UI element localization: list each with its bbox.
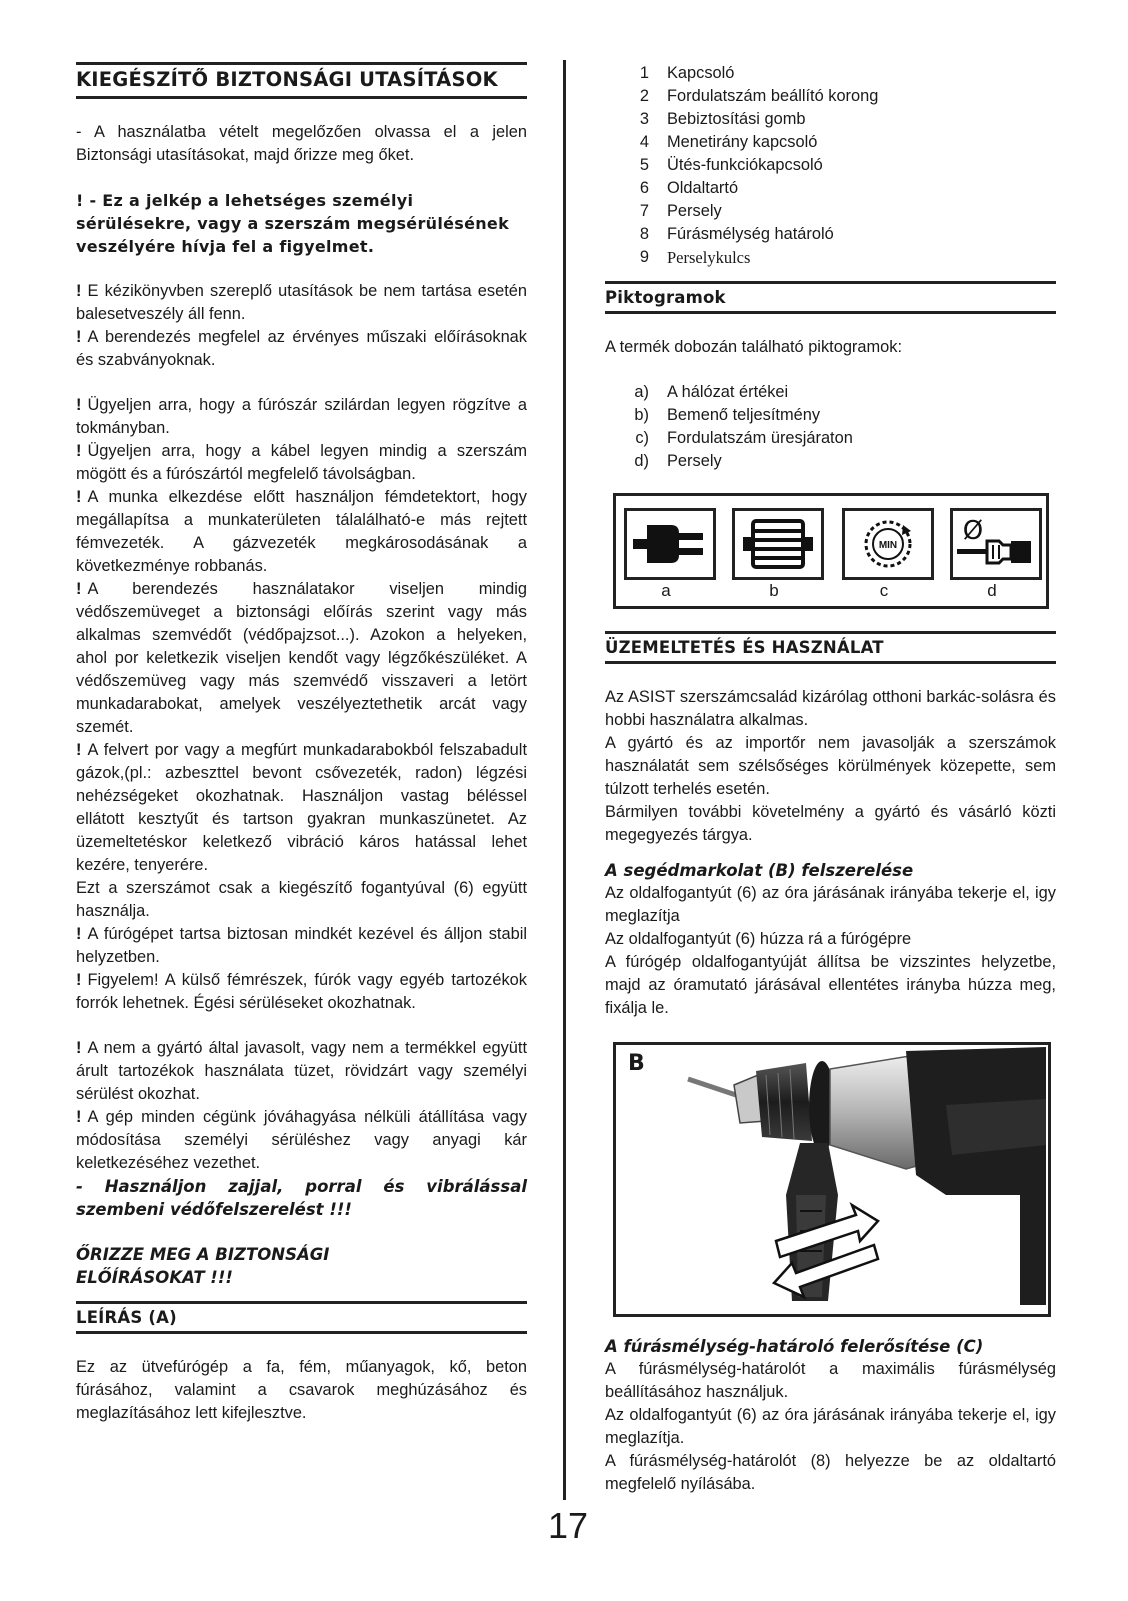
list-item: 9 Perselykulcs [639,248,751,267]
list-item: b) Bemenő teljesítmény [634,406,821,424]
keep-rules-text: ŐRIZZE MEG A BIZTONSÁGI ELŐÍRÁSOKAT !!! [76,1245,330,1287]
safety-item: ! A felvert por vagy a megfúrt munkadarabokból felszabadult gázok,(pl.: azbeszttel bevont csővezeték, radon) légzési nehézségeket okozhatnak. Használjon vastag béléssel ellátott kesztyűt és tartson gyakran munkaszünetet. Az üzemeltetéskor keletkező vibráció káros hatással lehet kezére, tenyerére. [76,741,527,874]
safety-item: ! A gép minden cégünk jóváhagyása nélküli átállítása vagy módosítása személyi sérüléshez vagy anyagi kár keletkezéséhez vezethet. [76,1108,527,1172]
aux-handle-text: Az oldalfogantyút (6) húzza rá a fúrógépre [605,930,912,948]
safety-list-a [76,280,527,372]
pictogram-letter: d [987,581,997,600]
pictograms-heading: Piktogramok [605,281,1056,314]
safety-item: ! A nem a gyártó által javasolt, vagy nem a termékkel együtt árult tartozékok használata tüzet, rövidzárt vagy személyi sérülést okozhat. [76,1039,527,1103]
aux-handle-text: Az oldalfogantyút (6) az óra járásának irányába tekerje el, igy meglazítja [605,884,1056,925]
plug-icon [624,508,716,580]
operation-text: A gyártó és az importőr nem javasolják a szerszámok használatát sem szélsőséges körülmények közepette, sem túlzott terhelés esetén. [605,734,1056,798]
protective-equipment-warning: - Használjon zajjal, porral és vibrálással szembeni védőfelszerelést !!! [76,1177,527,1219]
list-item: d) Persely [634,452,722,470]
operation-heading: ÜZEMELTETÉS ÉS HASZNÁLAT [605,631,1056,664]
list-item: 4 Menetirány kapcsoló [639,133,818,151]
right-column [605,62,1056,1496]
chuck-diameter-icon [950,508,1042,580]
list-item: 2 Fordulatszám beállító korong [639,87,879,105]
figure-b-drill-handle [613,1042,1051,1317]
list-item: 1 Kapcsoló [639,64,735,82]
safety-item: ! Ügyeljen arra, hogy a fúrószár szilárdan legyen rögzítve a tokmányban. [76,396,527,437]
description-text: Ez az ütvefúrógép a fa, fém, műanyagok, kő, beton fúrásához, valamint a csavarok meghúzásához és meglazításához lett kifejlesztve. [76,1358,527,1422]
figure-label: B [628,1051,645,1076]
list-item: c) Fordulatszám üresjáraton [635,429,853,447]
list-item: 6 Oldaltartó [639,179,739,197]
safety-list-d [76,1037,527,1175]
pictogram-letter: b [769,581,779,600]
pictogram-panel [613,493,1049,609]
safety-note: Ezt a szerszámot csak a kiegészítő fogantyúval (6) együtt használja. [76,879,527,920]
safety-item: ! A munka elkezdése előtt használjon fémdetektort, hogy megállapítsa a munkaterületen tálalálható-e más rejtett fémvezeték. A gázvezeték megkárosodásának a következménye robbanás. [76,488,527,575]
depth-stop-heading: A fúrásmélység-határoló felerősítése (C) [605,1337,984,1356]
depth-stop-text: Az oldalfogantyút (6) az óra járásának irányába tekerje el, igy meglazítja. [605,1406,1056,1447]
depth-stop-text: A fúrásmélység-határolót (8) helyezze be az oldaltartó megfelelő nyílásába. [605,1452,1056,1493]
list-item: a) A hálózat értékei [634,383,789,401]
parts-list [605,62,1056,269]
min-rotation-icon [842,508,934,580]
intro-text: - A használatba vételt megelőzően olvassa el a jelen Biztonsági utasításokat, majd őrizze meg őket. [76,123,527,164]
safety-item: ! A berendezés megfelel az érvényes műszaki előírásoknak és szabványoknak. [76,328,527,369]
safety-item: ! A fúrógépet tartsa biztosan mindkét kezével és álljon stabil helyzetben. [76,925,527,966]
page-number: 17 [547,1505,589,1546]
safety-item: ! Ügyeljen arra, hogy a kábel legyen mindig a szerszám mögött és a fúrószártól megfelelő távolságban. [76,442,527,483]
safety-list-b [76,394,527,1015]
list-item: 3 Bebiztosítási gomb [639,110,806,128]
pictogram-letter: c [879,581,889,600]
diameter-symbol: Ø [962,516,984,546]
safety-item: ! E kézikönyvben szereplő utasítások be nem tartása esetén balesetveszély áll fenn. [76,282,527,323]
drill-illustration [616,1045,1048,1314]
list-item: 8 Fúrásmélység határoló [639,225,834,243]
column-divider [563,60,566,1500]
depth-stop-text: A fúrásmélység-határolót a maximális fúrásmélység beállításához használjuk. [605,1360,1056,1401]
left-column [76,62,527,1425]
list-item: 7 Persely [639,202,722,220]
pictograms-intro: A termék dobozán található piktogramok: [605,338,903,356]
aux-handle-text: A fúrógép oldalfogantyúját állítsa be vizszintes helyzetbe, majd az óramutató járásával ellentétes irányba húzza meg, fixálja le. [605,953,1056,1017]
motor-icon [732,508,824,580]
warning-symbol-text: ! - Ez a jelkép a lehetséges személyi sérülésekre, vagy a szerszám megsérülésének veszélyére hívja fel a figyelmet. [76,191,510,256]
pictogram-letter: a [661,581,671,600]
min-label: MIN [878,540,898,551]
operation-text: Az ASIST szerszámcsalád kizárólag otthoni barkác-solásra és hobbi használatra alkalmas. [605,688,1056,729]
operation-text: Bármilyen további követelmény a gyártó és vásárló közti megegyezés tárgya. [605,803,1056,844]
pictograms-list [605,381,1056,473]
safety-item: ! Figyelem! A külső fémrészek, fúrók vagy egyéb tartozékok forrók lehetnek. Égési sérüléseket okozhatnak. [76,971,527,1012]
safety-item: ! A berendezés használatakor viseljen mindig védőszemüveget a biztonsági előírás szerint vagy más alkalmas szemvédőt (védőpajzsot...). Azokon a helyeken, ahol por keletkezik viseljen kendőt vagy légzőkészüléket. A védőszemüveg vagy más szemvédő visszaveri a letört munkadarabokat, amelyek veszélyeztethetik arcát vagy szemét. [76,580,527,736]
description-heading: LEÍRÁS (A) [76,1301,527,1334]
aux-handle-heading: A segédmarkolat (B) felszerelése [605,861,914,880]
list-item: 5 Ütés-funkciókapcsoló [639,156,823,174]
safety-heading: KIEGÉSZÍTŐ BIZTONSÁGI UTASÍTÁSOK [76,62,527,99]
